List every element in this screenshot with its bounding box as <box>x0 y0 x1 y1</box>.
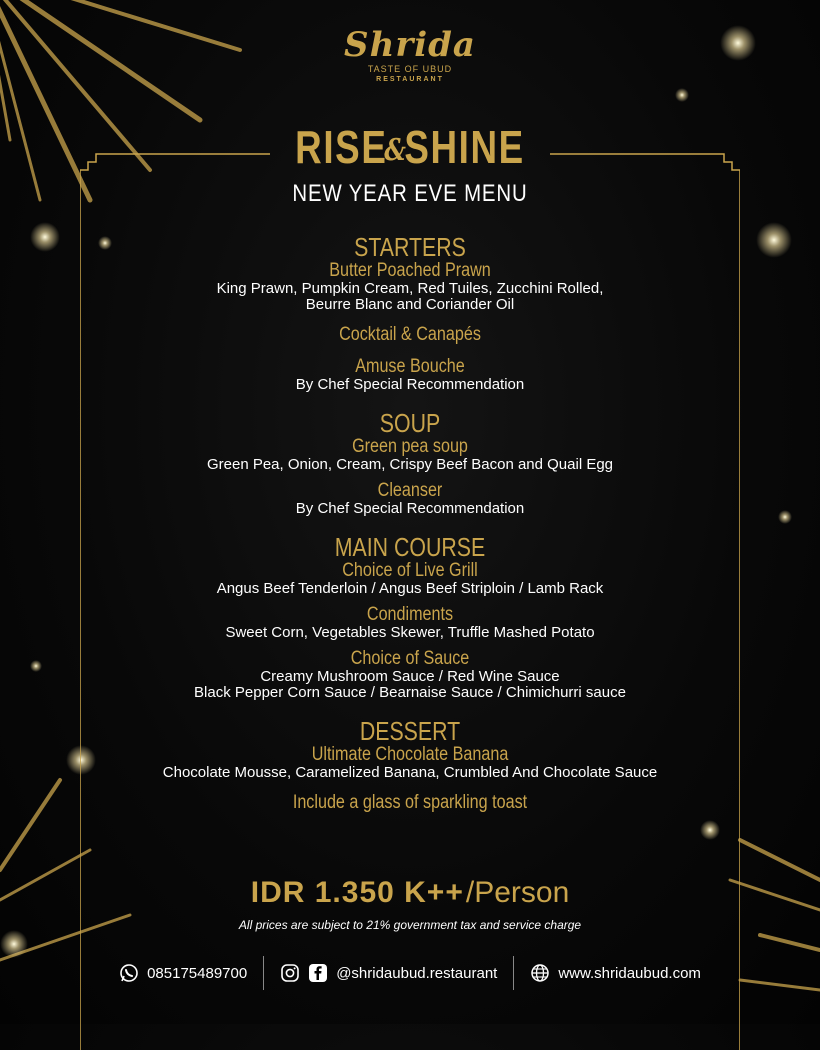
menu-item-name: Condiments <box>366 604 454 625</box>
page-title <box>82 120 738 174</box>
menu-item-desc: Sweet Corn, Vegetables Skewer, Truffle Mashed Potato <box>225 624 595 641</box>
logo-type: RESTAURANT <box>376 76 444 83</box>
globe-icon <box>530 963 550 983</box>
website-contact[interactable] <box>514 963 717 983</box>
phone-number: 085175489700 <box>147 964 248 982</box>
phone-contact[interactable] <box>103 963 263 983</box>
menu-item-desc: Black Pepper Corn Sauce / Bearnaise Sauce / Chimichurri sauce <box>194 684 626 701</box>
logo-tagline: TASTE OF UBUD <box>367 64 453 74</box>
menu-item-name: Cleanser <box>377 480 443 501</box>
price <box>0 876 820 910</box>
menu-item-desc: King Prawn, Pumpkin Cream, Red Tuiles, Zucchini Rolled, <box>216 280 604 297</box>
website-url: www.shridaubud.com <box>558 964 701 982</box>
menu-extra-note: Include a glass of sparkling toast <box>292 792 528 813</box>
menu-item-name: Choice of Sauce <box>350 648 470 669</box>
menu-item-desc: By Chef Special Recommendation <box>295 376 525 393</box>
menu-list <box>100 233 720 813</box>
social-contact[interactable] <box>264 963 513 983</box>
menu-item-name: Butter Poached Prawn <box>329 260 491 281</box>
light-sparkle <box>700 820 720 840</box>
light-sparkle <box>66 745 96 775</box>
light-sparkle <box>0 930 28 958</box>
price-unit: /Person <box>465 876 570 909</box>
title-ampersand: & <box>384 133 408 169</box>
instagram-icon <box>280 963 300 983</box>
section-heading-starters: STARTERS <box>354 232 466 262</box>
section-heading-dessert: DESSERT <box>359 716 461 746</box>
whatsapp-icon <box>119 963 139 983</box>
restaurant-logo <box>0 26 820 84</box>
menu-item-name: Cocktail & Canapés <box>339 324 481 345</box>
menu-item-name: Choice of Live Grill <box>342 560 478 581</box>
logo-name: Shrida <box>344 25 476 65</box>
menu-item-desc: By Chef Special Recommendation <box>295 500 525 517</box>
light-sparkle <box>30 222 60 252</box>
light-sparkle <box>778 510 792 524</box>
price-amount: IDR 1.350 K++ <box>250 876 464 909</box>
title-left: RISE <box>295 121 388 173</box>
menu-item-name: Green pea soup <box>352 436 468 457</box>
menu-item-desc: Angus Beef Tenderloin / Angus Beef Striploin / Lamb Rack <box>216 580 604 597</box>
menu-item-desc: Creamy Mushroom Sauce / Red Wine Sauce <box>260 668 560 685</box>
section-heading-soup: SOUP <box>379 408 441 438</box>
menu-item-desc: Green Pea, Onion, Cream, Crispy Beef Bacon and Quail Egg <box>206 456 614 473</box>
menu-item-name: Amuse Bouche <box>355 356 465 377</box>
page-subtitle: NEW YEAR EVE MENU <box>292 180 528 207</box>
contact-footer <box>0 956 820 990</box>
title-right: SHINE <box>404 121 525 173</box>
light-sparkle <box>675 88 689 102</box>
light-sparkle <box>30 660 42 672</box>
section-heading-main-course: MAIN COURSE <box>334 532 486 562</box>
social-handle: @shridaubud.restaurant <box>336 964 498 982</box>
menu-item-name: Ultimate Chocolate Banana <box>311 744 509 765</box>
menu-item-desc: Chocolate Mousse, Caramelized Banana, Crumbled And Chocolate Sauce <box>162 764 658 781</box>
menu-item-desc: Beurre Blanc and Coriander Oil <box>305 296 515 313</box>
price-note: All prices are subject to 21% government tax and service charge <box>238 918 582 932</box>
facebook-icon <box>308 963 328 983</box>
light-sparkle <box>756 222 792 258</box>
